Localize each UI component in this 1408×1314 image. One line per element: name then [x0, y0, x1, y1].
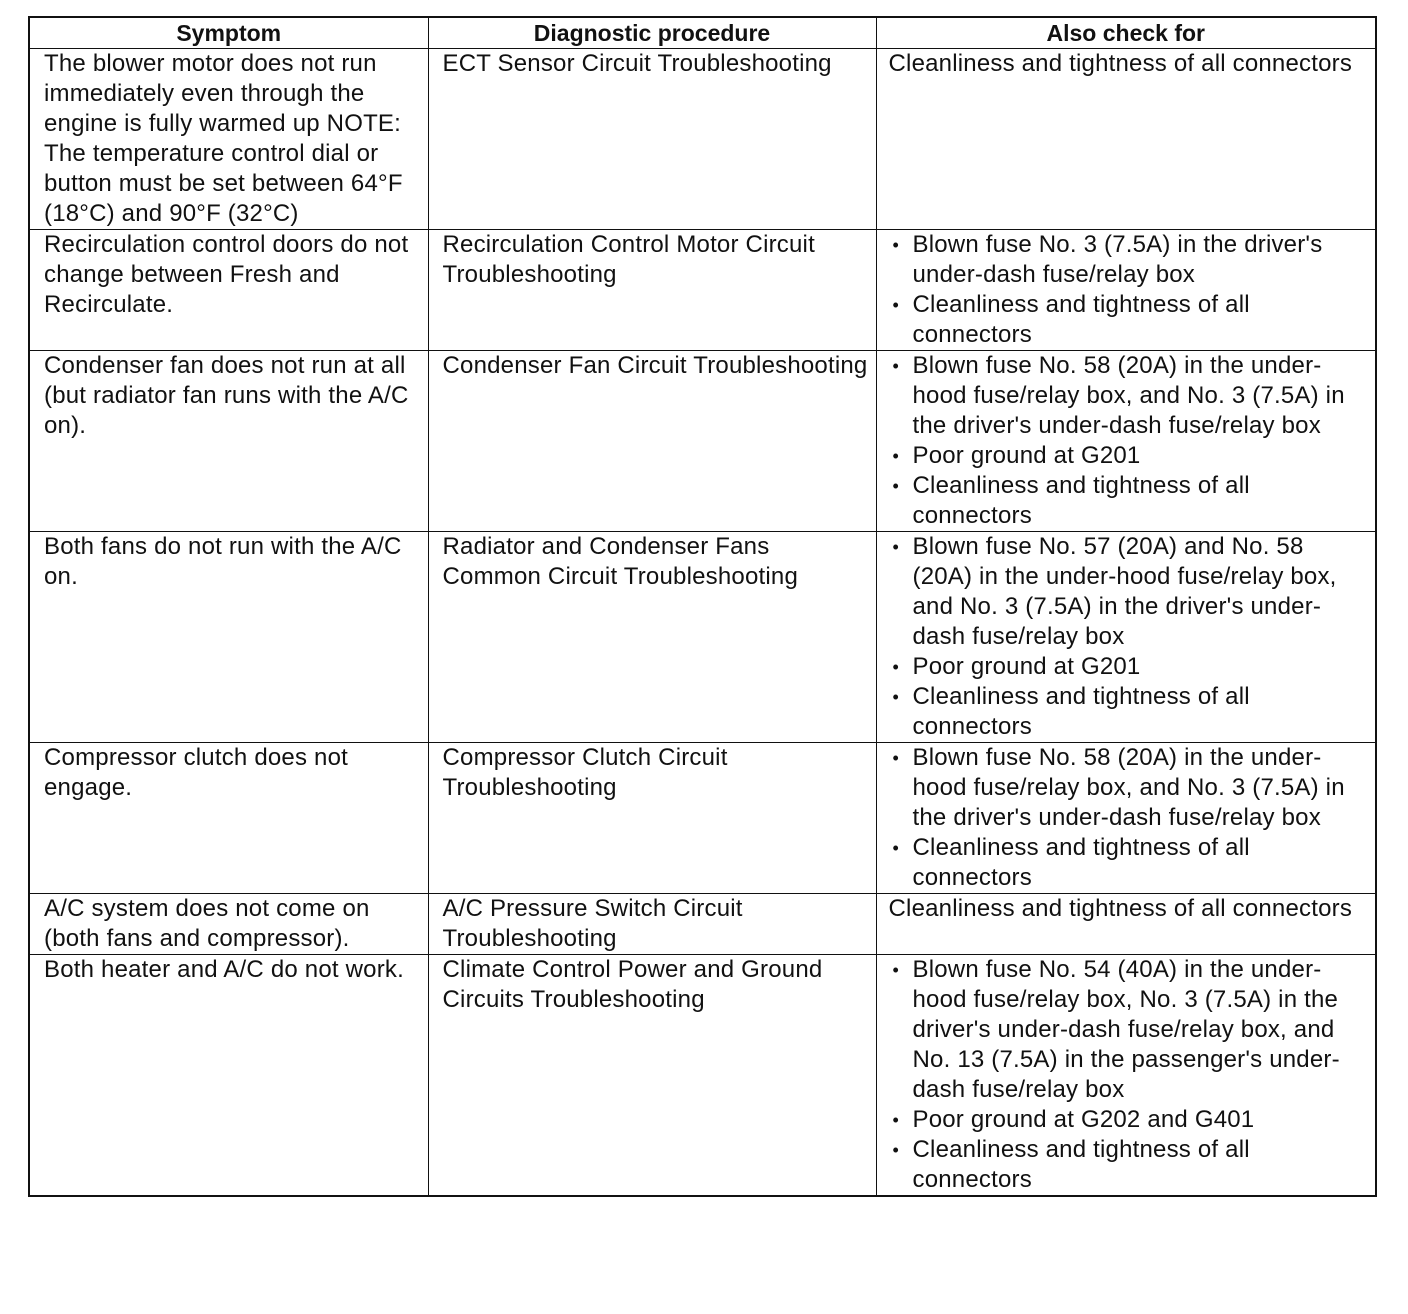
list-item: • Blown fuse No. 58 (20A) in the under-hood fuse/relay box, and No. 3 (7.5A) in the driver's under-dash fuse/relay box — [889, 351, 1368, 441]
symptom-cell: Condenser fan does not run at all (but radiator fan runs with the A/C on). — [29, 351, 428, 532]
list-item: • Poor ground at G201 — [889, 441, 1368, 471]
header-diagnostic-procedure: Diagnostic procedure — [428, 17, 876, 49]
also-check-cell — [876, 743, 1376, 894]
symptom-cell: Recirculation control doors do not change between Fresh and Recirculate. — [29, 230, 428, 351]
also-check-cell — [876, 230, 1376, 351]
header-symptom: Symptom — [29, 17, 428, 49]
bullet-list — [889, 743, 1368, 893]
symptom-cell: Compressor clutch does not engage. — [29, 743, 428, 894]
symptom-cell: Both heater and A/C do not work. — [29, 955, 428, 1197]
list-item: • Blown fuse No. 3 (7.5A) in the driver's under-dash fuse/relay box — [889, 230, 1368, 290]
header-also-check-for: Also check for — [876, 17, 1376, 49]
symptom-cell: A/C system does not come on (both fans and compressor). — [29, 894, 428, 955]
procedure-cell: Recirculation Control Motor Circuit Troubleshooting — [428, 230, 876, 351]
table-row — [29, 894, 1376, 955]
also-check-cell: Cleanliness and tightness of all connectors — [876, 894, 1376, 955]
symptom-cell: The blower motor does not run immediately even through the engine is fully warmed up NOTE: The temperature control dial or button must be set between 64°F (18°C) and 90°F (32°C) — [29, 49, 428, 230]
list-item: • Blown fuse No. 54 (40A) in the under-hood fuse/relay box, No. 3 (7.5A) in the driver's under-dash fuse/relay box, and No. 13 (7.5A) in the passenger's under-dash fuse/relay box — [889, 955, 1368, 1105]
procedure-cell: Radiator and Condenser Fans Common Circuit Troubleshooting — [428, 532, 876, 743]
header-row — [29, 17, 1376, 49]
list-item: • Poor ground at G202 and G401 — [889, 1105, 1368, 1135]
bullet-list — [889, 955, 1368, 1195]
table-row — [29, 49, 1376, 230]
procedure-cell: ECT Sensor Circuit Troubleshooting — [428, 49, 876, 230]
procedure-cell: A/C Pressure Switch Circuit Troubleshooting — [428, 894, 876, 955]
list-item: • Cleanliness and tightness of all connectors — [889, 833, 1368, 893]
list-item: • Cleanliness and tightness of all connectors — [889, 1135, 1368, 1195]
bullet-list — [889, 532, 1368, 742]
table-row — [29, 743, 1376, 894]
procedure-cell: Condenser Fan Circuit Troubleshooting — [428, 351, 876, 532]
troubleshooting-table — [28, 16, 1377, 1197]
also-check-cell: Cleanliness and tightness of all connectors — [876, 49, 1376, 230]
symptom-cell: Both fans do not run with the A/C on. — [29, 532, 428, 743]
procedure-cell: Compressor Clutch Circuit Troubleshooting — [428, 743, 876, 894]
also-check-cell — [876, 351, 1376, 532]
list-item: • Cleanliness and tightness of all connectors — [889, 682, 1368, 742]
table-row — [29, 230, 1376, 351]
list-item: • Cleanliness and tightness of all connectors — [889, 290, 1368, 350]
bullet-list — [889, 230, 1368, 350]
table-row — [29, 351, 1376, 532]
list-item: • Blown fuse No. 58 (20A) in the under-hood fuse/relay box, and No. 3 (7.5A) in the driver's under-dash fuse/relay box — [889, 743, 1368, 833]
also-check-cell — [876, 955, 1376, 1197]
list-item: • Blown fuse No. 57 (20A) and No. 58 (20A) in the under-hood fuse/relay box, and No. 3 (7.5A) in the driver's under-dash fuse/relay box — [889, 532, 1368, 652]
list-item: • Poor ground at G201 — [889, 652, 1368, 682]
list-item: • Cleanliness and tightness of all connectors — [889, 471, 1368, 531]
bullet-list — [889, 351, 1368, 531]
table-row — [29, 532, 1376, 743]
also-check-cell — [876, 532, 1376, 743]
procedure-cell: Climate Control Power and Ground Circuits Troubleshooting — [428, 955, 876, 1197]
table-row — [29, 955, 1376, 1197]
